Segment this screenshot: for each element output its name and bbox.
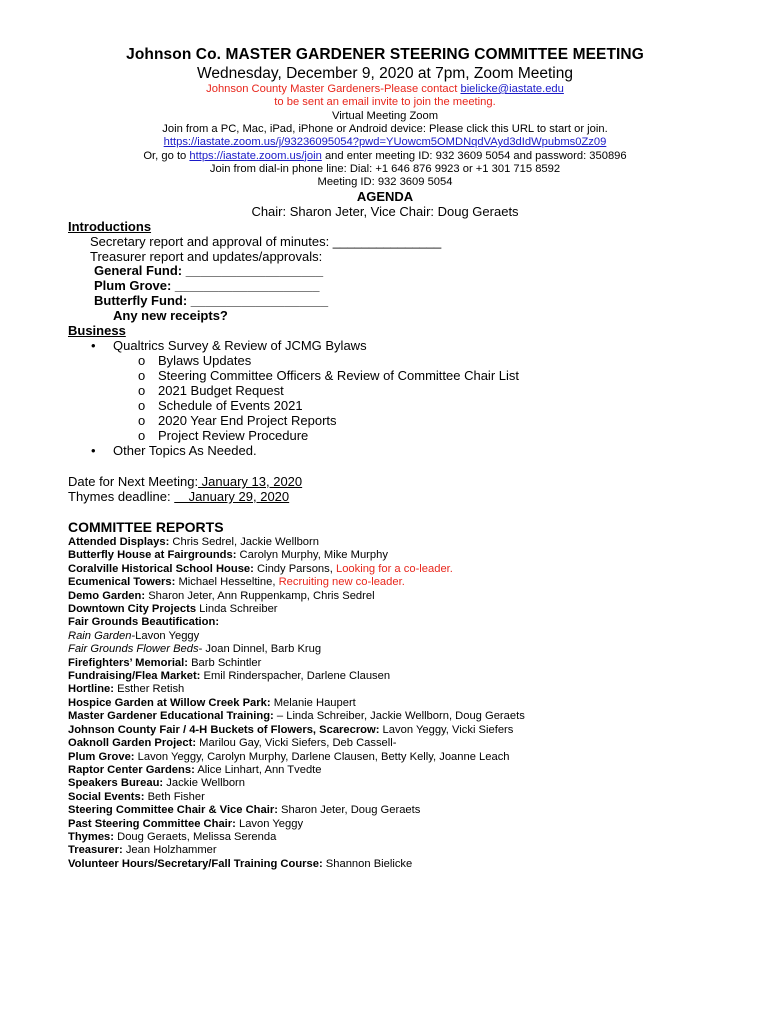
- meeting-date: Wednesday, December 9, 2020 at 7pm, Zoom Meeting: [197, 65, 573, 82]
- report-members: - Joan Dinnel, Barb Krug: [198, 643, 322, 656]
- report-label: Plum Grove:: [68, 750, 135, 763]
- secretary-report: Secretary report and approval of minutes: _______________: [90, 234, 442, 249]
- report-members: Linda Schreiber: [196, 603, 278, 616]
- report-members: Jackie Wellborn: [163, 777, 246, 790]
- report-members: Barb Schintler: [187, 656, 262, 669]
- contact-line: [0, 83, 770, 96]
- report-label: Fundraising/Flea Market:: [68, 670, 201, 683]
- bullet-icon: •: [91, 443, 96, 458]
- report-subproject: Fair Grounds Flower Beds: [68, 643, 199, 656]
- report-label: Fair Grounds Beautification:: [68, 616, 220, 629]
- report-label: Raptor Center Gardens:: [68, 763, 195, 776]
- join-alternative: [0, 150, 770, 163]
- report-label: Firefighters’ Memorial:: [68, 656, 188, 669]
- business-subitem: 2020 Year End Project Reports: [158, 413, 337, 428]
- report-label: Demo Garden:: [68, 589, 146, 602]
- business-heading: Business: [68, 323, 126, 338]
- report-members: Esther Retish: [114, 683, 185, 696]
- report-row: [68, 670, 525, 683]
- report-label: Johnson County Fair / 4-H Buckets of Flowers, Scarecrow:: [68, 723, 380, 736]
- report-label: Volunteer Hours/Secretary/Fall Training Course:: [68, 857, 323, 870]
- report-row: [68, 724, 525, 737]
- report-label: Master Gardener Educational Training:: [68, 710, 274, 723]
- introductions-heading: Introductions: [68, 219, 152, 234]
- zoom-join-link[interactable]: https://iastate.zoom.us/join: [189, 149, 322, 162]
- join-instructions: Join from a PC, Mac, iPad, iPhone or Android device: Please click this URL to start or join.: [162, 123, 608, 135]
- report-members: Sharon Jeter, Ann Ruppenkamp, Chris Sedrel: [145, 589, 375, 602]
- report-row: [68, 643, 525, 656]
- report-row: [68, 630, 525, 643]
- report-members: Lavon Yeggy, Vicki Siefers: [379, 723, 514, 736]
- contact-prefix: Johnson County Master Gardeners-Please contact: [206, 83, 461, 95]
- report-row: [68, 697, 525, 710]
- report-members: Emil Rinderspacher, Darlene Clausen: [200, 670, 391, 683]
- report-members: -Lavon Yeggy: [131, 629, 200, 642]
- business-subitem: Bylaws Updates: [158, 353, 252, 368]
- plum-grove-fund: Plum Grove: ____________________: [94, 278, 320, 293]
- report-members: Shannon Bielicke: [322, 857, 413, 870]
- zoom-meeting-link[interactable]: https://iastate.zoom.us/j/93236095054?pwd=YUowcm5OMDNqdVAyd3dIdWpubms0Zz09: [163, 136, 607, 148]
- dial-in-line: Join from dial-in phone line: Dial: +1 646 876 9923 or +1 301 715 8592: [209, 163, 561, 175]
- report-label: Past Steering Committee Chair:: [68, 817, 236, 830]
- contact-email-link[interactable]: bielicke@iastate.edu: [460, 83, 564, 95]
- report-row: [68, 616, 525, 629]
- report-members: Chris Sedrel, Jackie Wellborn: [169, 536, 319, 548]
- or-prefix: Or, go to: [143, 149, 190, 162]
- report-row: [68, 563, 525, 576]
- sub-bullet-icon: o: [138, 398, 146, 413]
- thymes-deadline-label: Thymes deadline:: [68, 489, 175, 504]
- report-row: [68, 858, 525, 871]
- report-recruiting-note: Recruiting new co-leader.: [278, 576, 405, 589]
- virtual-meeting-label: Virtual Meeting Zoom: [331, 109, 439, 122]
- report-row: [68, 844, 525, 857]
- report-members: – Linda Schreiber, Jackie Wellborn, Doug Geraets: [273, 710, 525, 723]
- report-members: Melanie Haupert: [270, 696, 356, 709]
- report-row: [68, 536, 525, 549]
- report-label: Social Events:: [68, 790, 145, 803]
- meeting-id: Meeting ID: 932 3609 5054: [317, 176, 453, 188]
- report-label: Butterfly House at Fairgrounds:: [68, 549, 237, 562]
- report-row: [68, 590, 525, 603]
- sub-bullet-icon: o: [138, 368, 146, 383]
- report-label: Speakers Bureau:: [68, 777, 164, 790]
- next-meeting-date: January 13, 2020: [198, 474, 303, 489]
- business-subitem: Schedule of Events 2021: [158, 398, 303, 413]
- report-members: Jean Holzhammer: [122, 844, 217, 857]
- business-subitem: 2021 Budget Request: [158, 383, 284, 398]
- report-label: Downtown City Projects: [68, 603, 197, 616]
- zoom-url-line: [0, 136, 770, 149]
- report-label: Hospice Garden at Willow Creek Park:: [68, 696, 271, 709]
- report-members: Cindy Parsons,: [253, 562, 336, 575]
- report-subproject: Rain Garden: [68, 629, 132, 642]
- report-label: Treasurer:: [68, 844, 123, 857]
- report-members: Alice Linhart, Ann Tvedte: [194, 763, 322, 776]
- chairs-line: Chair: Sharon Jeter, Vice Chair: Doug Geraets: [251, 204, 519, 219]
- committee-reports-list: [68, 536, 525, 871]
- report-label: Hortline:: [68, 683, 114, 696]
- committee-reports-heading: COMMITTEE REPORTS: [68, 519, 224, 535]
- report-row: [68, 777, 525, 790]
- business-subitem: Steering Committee Officers & Review of Committee Chair List: [158, 368, 519, 383]
- report-members: Marilou Gay, Vicki Siefers, Deb Cassell-: [196, 737, 397, 750]
- agenda-heading: AGENDA: [356, 189, 414, 204]
- report-members: Beth Fisher: [144, 790, 205, 803]
- new-receipts: Any new receipts?: [113, 308, 228, 323]
- report-row: [68, 737, 525, 750]
- sub-bullet-icon: o: [138, 383, 146, 398]
- report-label: Oaknoll Garden Project:: [68, 737, 197, 750]
- report-label: Ecumenical Towers:: [68, 576, 176, 589]
- or-suffix: and enter meeting ID: 932 3609 5054 and password: 350896: [321, 149, 627, 162]
- report-row: [68, 818, 525, 831]
- general-fund: General Fund: ___________________: [94, 263, 324, 278]
- next-meeting-line: [68, 474, 302, 489]
- report-row: [68, 791, 525, 804]
- business-item-bylaws: Qualtrics Survey & Review of JCMG Bylaws: [113, 338, 367, 353]
- meeting-title: Johnson Co. MASTER GARDENER STEERING COMMITTEE MEETING: [126, 46, 644, 63]
- report-row: [68, 683, 525, 696]
- report-row: [68, 576, 525, 589]
- report-row: [68, 710, 525, 723]
- report-row: [68, 603, 525, 616]
- business-subitem: Project Review Procedure: [158, 428, 309, 443]
- contact-line-2: to be sent an email invite to join the meeting.: [274, 96, 496, 108]
- butterfly-fund: Butterfly Fund: ___________________: [94, 293, 329, 308]
- sub-bullet-icon: o: [138, 413, 146, 428]
- report-label: Coralville Historical School House:: [68, 562, 254, 575]
- report-members: Lavon Yeggy: [235, 817, 304, 830]
- report-members: Carolyn Murphy, Mike Murphy: [236, 549, 388, 562]
- thymes-deadline-date: January 29, 2020: [174, 489, 290, 504]
- report-row: [68, 831, 525, 844]
- sub-bullet-icon: o: [138, 353, 146, 368]
- report-label: Attended Displays:: [68, 536, 170, 548]
- report-row: [68, 751, 525, 764]
- report-recruiting-note: Looking for a co-leader.: [335, 562, 453, 575]
- report-members: Doug Geraets, Melissa Serenda: [114, 830, 277, 843]
- next-meeting-label: Date for Next Meeting:: [68, 474, 199, 489]
- report-row: [68, 804, 525, 817]
- report-members: Lavon Yeggy, Carolyn Murphy, Darlene Clausen, Betty Kelly, Joanne Leach: [134, 750, 510, 763]
- sub-bullet-icon: o: [138, 428, 146, 443]
- report-label: Thymes:: [68, 830, 115, 843]
- thymes-deadline-line: [68, 489, 289, 504]
- report-row: [68, 549, 525, 562]
- report-label: Steering Committee Chair & Vice Chair:: [68, 804, 278, 817]
- report-row: [68, 657, 525, 670]
- report-members: Sharon Jeter, Doug Geraets: [277, 804, 421, 817]
- report-row: [68, 764, 525, 777]
- report-members: Michael Hesseltine,: [175, 576, 279, 589]
- bullet-icon: •: [91, 338, 96, 353]
- business-item-other: Other Topics As Needed.: [113, 443, 257, 458]
- treasurer-report: Treasurer report and updates/approvals:: [90, 249, 323, 264]
